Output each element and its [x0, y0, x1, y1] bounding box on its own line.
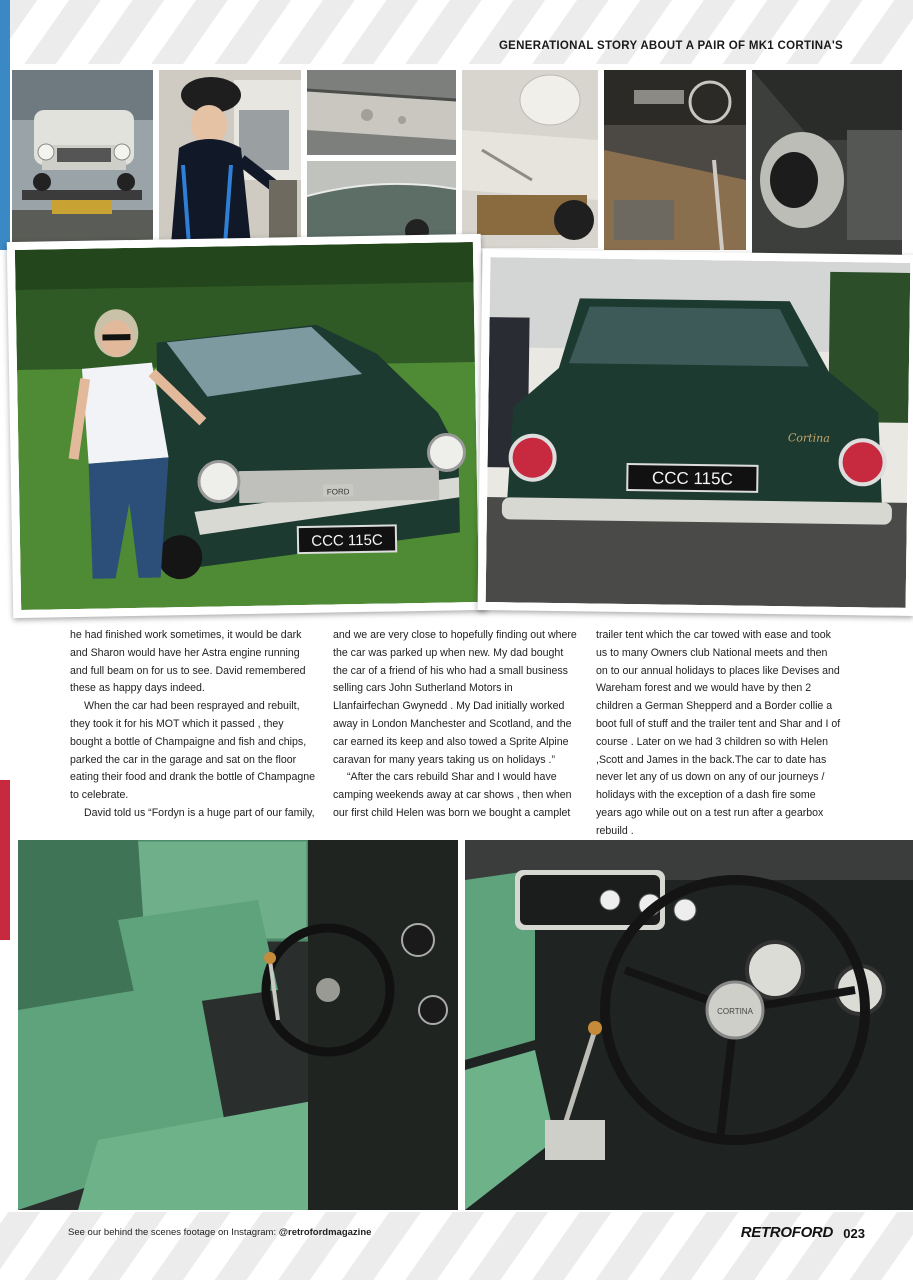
- grille-badge: FORD: [326, 487, 350, 497]
- article-column-1: [70, 627, 316, 823]
- instagram-text: See our behind the scenes footage on Instagram:: [68, 1227, 279, 1238]
- photo-dashboard-interior-bare: [604, 70, 746, 250]
- photo-green-interior-seats: [18, 840, 458, 1210]
- col3-paragraph-1: trailer tent which the car towed with ease and took us to many Owners club National meets and then on to our annual holidays to places like Devises and Wareham forest and we would have by then 2 children a German Shepperd and a Border collie a boot full of stuff and the trailer tent and Shar and I of course . Later on we had 3 children so with Helen ,Scott and James in the back.The car to date has never let any of us down on any of our journeys / holidays with the exception of a dash fire some years ago while out on a test run after a gearbox rebuild .: [596, 629, 841, 837]
- photo-door-panel-closeup: [307, 70, 456, 155]
- steering-wheel-badge: CORTINA: [717, 1007, 753, 1016]
- col2-paragraph-1: and we are very close to hopefully finding out where the car was parked up when new. My dad bought the car of a friend of his who had a small business selling cars John Sutherland Motors in Llanfairfechan Gwynedd . My Dad initially worked away in London Manchester and Scotland, and the car earned its keep and also towed a Sprite Alpine caravan for many years taking us on holidays .”: [333, 629, 577, 766]
- photo-boy-with-welding-mask: [159, 70, 301, 245]
- photo-dashboard-steering-wheel: [465, 840, 913, 1210]
- article-column-3: [596, 627, 842, 841]
- rear-cortina-badge: Cortina: [787, 431, 830, 445]
- photo-bare-shell-front: [462, 70, 598, 248]
- photo-headlamp-bowl-closeup: [752, 70, 902, 255]
- photo-cortina-rear-view: [478, 249, 913, 616]
- col1-paragraph-2: When the car had been resprayed and rebuilt, they took it for his MOT which it passed , they bought a bottle of Champaigne and fish and chips, parked the car in the garage and sat on the floor eating their food and drank the bottle of Champagne to celebrate.: [70, 700, 316, 802]
- col2-paragraph-2: “After the cars rebuild Shar and I would have camping weekends away at car shows , then when our first child Helen was born we bought a camplet: [333, 771, 572, 819]
- instagram-footer: [68, 1227, 371, 1238]
- instagram-handle: @retrofordmagazine: [278, 1227, 372, 1238]
- top-stripe-band: [0, 0, 913, 64]
- photo-woman-with-cortina: [7, 234, 487, 618]
- front-number-plate: CCC 115C: [311, 531, 383, 550]
- magazine-brand-logo: RETROFORD: [740, 1224, 833, 1241]
- page-header-title: GENERATIONAL STORY ABOUT A PAIR OF MK1 CORTINA'S: [498, 40, 843, 52]
- left-edge-blue-strip: [0, 0, 10, 250]
- article-column-2: [333, 627, 579, 823]
- col1-paragraph-3: David told us “Fordyn is a huge part of our family,: [84, 806, 315, 819]
- page-number: 023: [843, 1226, 865, 1241]
- photo-rear-wing-primer: [307, 161, 456, 246]
- left-edge-red-strip: [0, 780, 10, 940]
- photo-car-on-ramp: [12, 70, 153, 250]
- col1-paragraph-1: he had finished work sometimes, it would be dark and Sharon would have her Astra engine running and full beam on for us to see. David remembered these as happy days indeed.: [70, 629, 306, 695]
- bottom-stripe-band: [0, 1212, 913, 1280]
- rear-number-plate: CCC 115C: [651, 468, 733, 489]
